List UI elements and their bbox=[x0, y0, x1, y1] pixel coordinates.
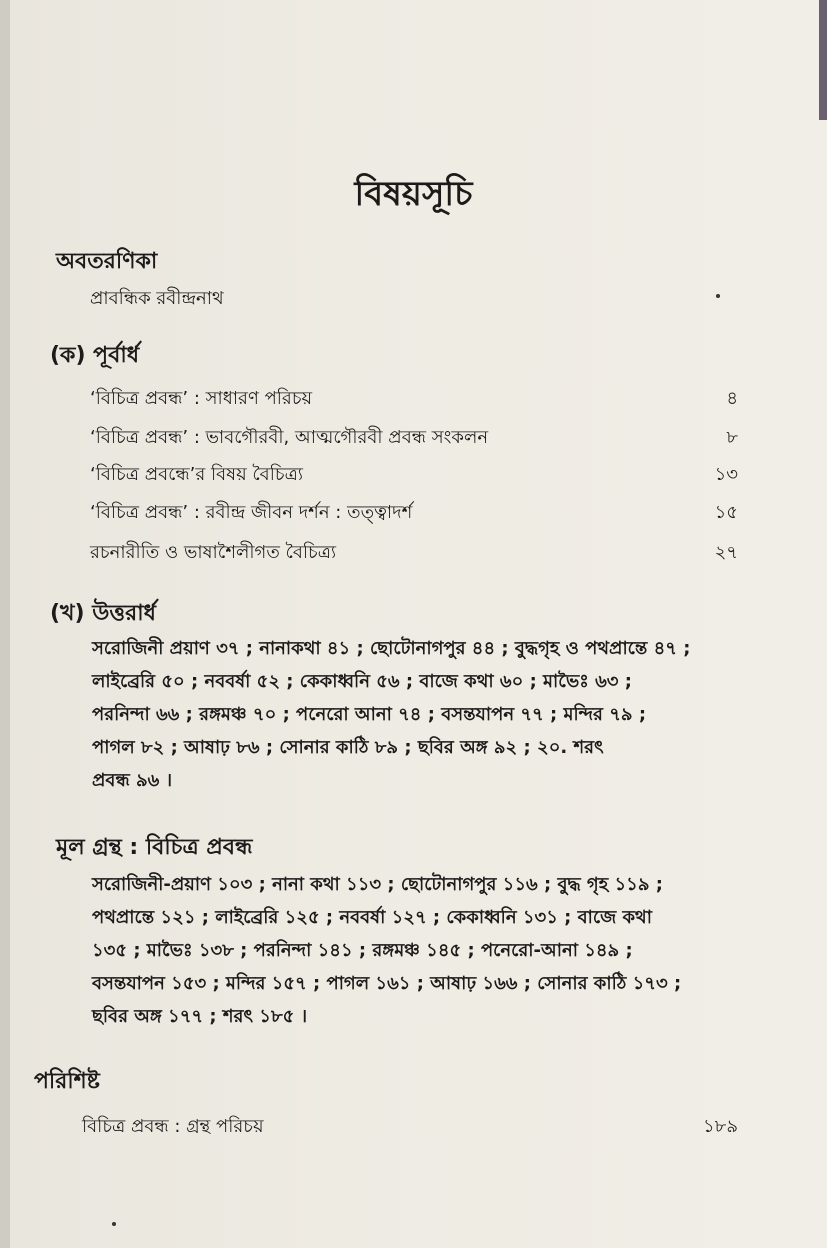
toc-entry-label: প্রাবন্ধিক রবীন্দ্রনাথ bbox=[90, 288, 224, 309]
contents-line: সরোজিনী প্রয়াণ ৩৭ ; নানাকথা ৪১ ; ছোটোনাগপুর ৪৪ ; বুদ্ধগৃহ ও পথপ্রান্তে ৪৭ ; bbox=[92, 638, 691, 659]
toc-page-number: ৪ bbox=[726, 388, 738, 409]
toc-page-number: ১৮৯ bbox=[702, 1116, 738, 1137]
toc-row bbox=[90, 460, 738, 490]
toc-page-number: ১৫ bbox=[714, 502, 738, 523]
toc-row bbox=[90, 384, 738, 414]
section-heading-main-text: মূল গ্রন্থ : বিচিত্র প্রবন্ধ bbox=[56, 835, 253, 860]
toc-entry-label: ‘বিচিত্র প্রবন্ধ’ : সাধারণ পরিচয় bbox=[90, 388, 313, 409]
toc-entry-label: ‘বিচিত্র প্রবন্ধ’ : রবীন্দ্র জীবন দর্শন : তত্ত্বাদর্শ bbox=[90, 502, 413, 523]
toc-page-number: ২৭ bbox=[714, 542, 738, 563]
background-corner bbox=[819, 0, 827, 120]
contents-line: পথপ্রান্তে ১২১ ; লাইব্রেরি ১২৫ ; নববর্ষা ১২৭ ; কেকাধ্বনি ১৩১ ; বাজে কথা bbox=[92, 907, 652, 928]
contents-line: ১৩৫ ; মাভৈঃ ১৩৮ ; পরনিন্দা ১৪১ ; রঙ্গমঞ্চ ১৪৫ ; পনেরো-আনা ১৪৯ ; bbox=[92, 940, 633, 961]
toc-row bbox=[82, 1112, 738, 1142]
contents-line: বসন্তযাপন ১৫৩ ; মন্দির ১৫৭ ; পাগল ১৬১ ; আষাঢ় ১৬৬ ; সোনার কাঠি ১৭৩ ; bbox=[92, 973, 682, 994]
stray-dot bbox=[716, 294, 720, 298]
toc-page-number: ৮ bbox=[726, 427, 738, 448]
section-heading-intro: অবতরণিকা bbox=[56, 249, 158, 274]
toc-row bbox=[90, 498, 738, 528]
contents-line: প্রবন্ধ ৯৬ । bbox=[92, 770, 173, 791]
section-heading-appendix: পরিশিষ্ট bbox=[34, 1069, 100, 1094]
stray-dot bbox=[112, 1222, 116, 1226]
contents-line: সরোজিনী-প্রয়াণ ১০৩ ; নানা কথা ১১৩ ; ছোটোনাগপুর ১১৬ ; বুদ্ধ গৃহ ১১৯ ; bbox=[92, 874, 663, 895]
toc-entry-label: ‘বিচিত্র প্রবন্ধ’ : ভাবগৌরবী, আত্মগৌরবী প্রবন্ধ সংকলন bbox=[90, 427, 489, 448]
toc-entry-label: রচনারীতি ও ভাষাশৈলীগত বৈচিত্র্য bbox=[90, 542, 337, 563]
section-heading-part-kha: (খ) উত্তরার্ধ bbox=[50, 601, 156, 626]
part-kha-contents bbox=[92, 632, 738, 797]
contents-line: লাইব্রেরি ৫০ ; নববর্ষা ৫২ ; কেকাধ্বনি ৫৬ ; বাজে কথা ৬০ ; মাভৈঃ ৬৩ ; bbox=[92, 671, 632, 692]
contents-line: পরনিন্দা ৬৬ ; রঙ্গমঞ্চ ৭০ ; পনেরো আনা ৭৪ ; বসন্তযাপন ৭৭ ; মন্দির ৭৯ ; bbox=[92, 704, 647, 725]
toc-entry-label: বিচিত্র প্রবন্ধ : গ্রন্থ পরিচয় bbox=[82, 1116, 264, 1137]
page-title: বিষয়সূচি bbox=[354, 174, 473, 214]
toc-page-number: ১৩ bbox=[714, 464, 738, 485]
contents-line: পাগল ৮২ ; আষাঢ় ৮৬ ; সোনার কাঠি ৮৯ ; ছবির অঙ্গ ৯২ ; ২০. শরৎ bbox=[92, 737, 604, 758]
intro-item bbox=[90, 284, 738, 314]
toc-row bbox=[90, 423, 738, 453]
section-heading-part-ka: (ক) পূর্বার্ধ bbox=[50, 343, 140, 368]
contents-line: ছবির অঙ্গ ১৭৭ ; শরৎ ১৮৫ । bbox=[92, 1006, 308, 1027]
toc-entry-label: ‘বিচিত্র প্রবন্ধে’র বিষয় বৈচিত্র্য bbox=[90, 464, 304, 485]
toc-row bbox=[90, 538, 738, 568]
main-text-contents bbox=[92, 868, 738, 1033]
